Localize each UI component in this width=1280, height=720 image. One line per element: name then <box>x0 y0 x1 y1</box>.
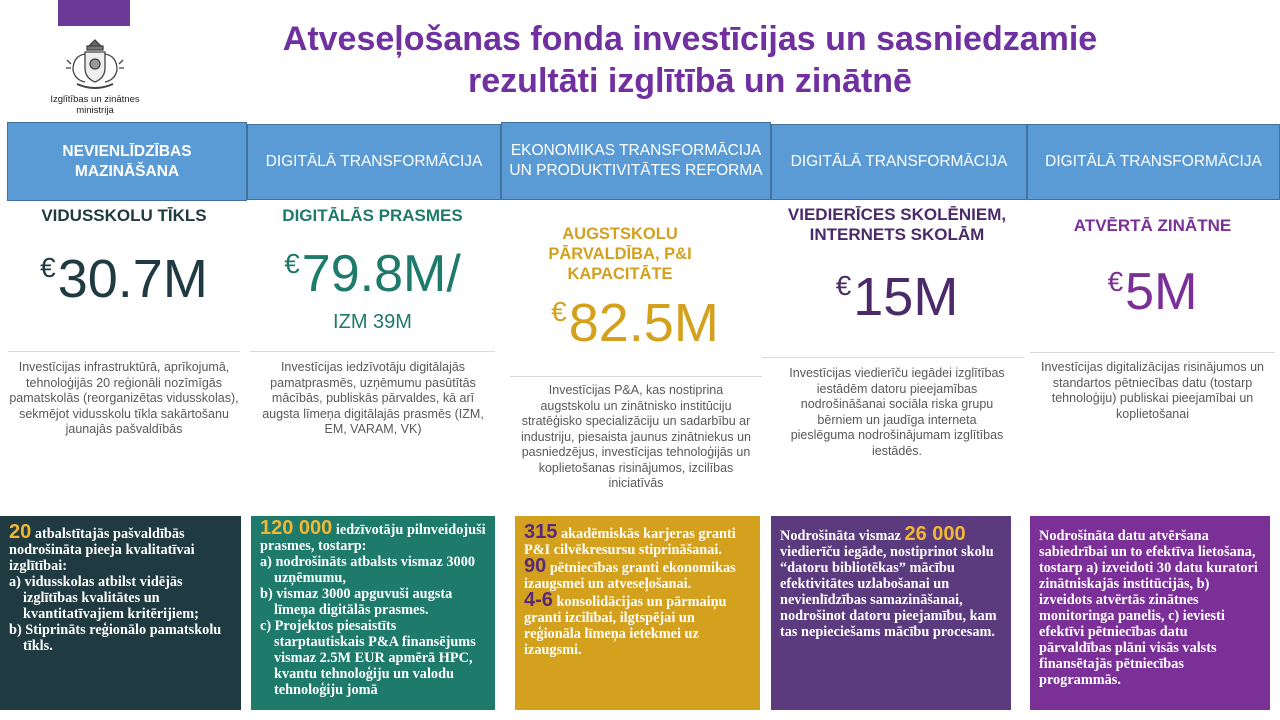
result-2-item-b: b) vismaz 3000 apguvuši augsta līmeņa digitālās prasmes. <box>260 586 453 618</box>
result-4-lead: Nodrošināta vismaz <box>780 528 905 544</box>
result-1-highlight: 20 <box>9 521 32 543</box>
logo-text-line2: ministrija <box>76 105 114 116</box>
category-header-5: DIGITĀLĀ TRANSFORMĀCIJA <box>1027 124 1280 200</box>
result-1-intro <box>9 521 232 574</box>
result-box-5 <box>1030 516 1270 710</box>
column-1-description: Investīcijas infrastruktūrā, aprīkojumā, tehnoloģijās 20 reģionāli nozīmīgās pamatskolās (reorganizētas vidusskolas), sekmējot vidusskolu tīkla sakārtošanu jaunajās pašvaldībās <box>9 360 239 436</box>
title-line2: rezultāti izglītībā un zinātnē <box>468 62 912 100</box>
result-1-item-a: a) vidusskolas atbilst vidējās izglītības kvalitātes un kvantitatīvajiem kritērijiem; <box>9 574 199 622</box>
column-3-amount <box>515 293 755 353</box>
result-3-para-3 <box>524 589 751 658</box>
category-header-4: DIGITĀLĀ TRANSFORMĀCIJA <box>771 124 1027 200</box>
column-2-description: Investīcijas iedzīvotāju digitālajās pamatprasmēs, uzņēmumu pasūtītās mācībās, publiskās pārvaldes, kā arī augsta līmeņa digitālajās prasmēs (IZM, EM, VARAM, VK) <box>262 360 484 436</box>
result-5-text: Nodrošināta datu atvēršana sabiedrībai un to efektīva lietošana, tostarp a) izveidoti 30 datu kuratori zinātniskajās institūcijās, b) izveidots atvērtās zinātnes monitoringa panelis, c) ieviesti efektīvi pētniecības datu pārvaldības plāni visās valsts finansētajās pētniecības programmās. <box>1039 528 1258 688</box>
amount-value: 15M <box>853 267 959 327</box>
page-title <box>200 18 1180 102</box>
column-3-description: Investīcijas P&A, kas nostiprina augstskolu un zinātnisko institūciju stratēģisko specializāciju un sadarbību ar industriju, piesaista jaunus zinātniekus un pasniedzējus, investīcijas tehnoloģijās un koplietošanas risinājumos, izcilības iniciatīvās <box>521 383 751 490</box>
euro-sign: € <box>284 248 300 279</box>
result-3-highlight-2: 90 <box>524 555 547 577</box>
divider <box>250 351 495 352</box>
column-1-subtitle: VIDUSSKOLU TĪKLS <box>41 206 207 225</box>
coat-of-arms-icon <box>65 34 125 92</box>
column-5-amount <box>1030 263 1275 321</box>
result-3-highlight-3: 4-6 <box>524 589 553 611</box>
title-line1: Atveseļošanas fonda investīcijas un sasniedzamie <box>282 20 1098 58</box>
euro-sign: € <box>40 252 56 283</box>
category-header-3: EKONOMIKAS TRANSFORMĀCIJA UN PRODUKTIVITĀTES REFORMA <box>501 122 771 200</box>
logo-text-line1: Izglītības un zinātnes <box>50 94 140 105</box>
column-3-subtitle: AUGSTSKOLU PĀRVALDĪBA, P&I KAPACITĀTE <box>548 225 692 283</box>
result-4-text <box>780 523 1002 640</box>
amount-value: 82.5M <box>568 293 719 353</box>
result-3-para-2 <box>524 555 751 592</box>
result-3-text-3: konsolidācijas un pārmaiņu granti izcilībai, ilgtspējai un reģionāla līmeņa ietekmei uz izaugsmi. <box>524 594 727 658</box>
column-4-amount <box>774 267 1020 327</box>
amount-value: 79.8M/ <box>301 245 461 303</box>
column-2-amount-secondary: IZM 39M <box>333 311 412 333</box>
euro-sign: € <box>551 296 567 327</box>
result-2-item-c: c) Projektos piesaistīts starptautiskais P&A finansējums vismaz 2.5M EUR apmērā HPC, kvantu tehnoloģiju un valodu tehnoloģiju jomā <box>260 618 476 698</box>
result-2-list <box>260 554 486 698</box>
top-accent-bar <box>58 0 130 26</box>
euro-sign: € <box>835 270 852 301</box>
result-1-item-b: b) Stiprināts reģionālo pamatskolu tīkls. <box>9 622 222 654</box>
divider <box>1030 352 1275 353</box>
result-2-item-a: a) nodrošināts atbalsts vismaz 3000 uzņēmumu, <box>260 554 476 586</box>
result-4-highlight: 26 000 <box>904 523 966 545</box>
result-box-1 <box>0 516 241 710</box>
category-header-1: NEVIENLĪDZĪBAS MAZINĀŠANA <box>7 122 247 201</box>
column-4-subtitle: VIEDIERĪCES SKOLĒNIEM, INTERNETS SKOLĀM <box>787 205 1007 244</box>
result-3-highlight-1: 315 <box>524 521 558 543</box>
divider <box>510 376 762 377</box>
category-header-2: DIGITĀLĀ TRANSFORMĀCIJA <box>247 124 501 200</box>
result-1-text: atbalstītajās pašvaldībās nodrošināta pieeja kvalitatīvai izglītībai: <box>9 526 195 574</box>
column-5-description: Investīcijas digitalizācijas risinājumos un standartos pētniecības datu (tostarp tehnoloģiju) publiskai pieejamībai un koplietošanai <box>1040 360 1264 421</box>
column-1-amount <box>8 249 240 309</box>
result-4-rest: viedierīču iegāde, nostiprinot skolu “datoru bibliotēkas” mācību efektivitātes uzlabošanai un nevienlīdzības samazināšanai, nodrošinot datoru pieejamību, kam tas nepieciešams mācību procesam. <box>780 544 997 640</box>
result-1-list <box>9 574 232 654</box>
divider <box>762 357 1024 358</box>
amount-value: 30.7M <box>57 249 208 309</box>
column-2-amount <box>250 245 495 303</box>
result-3-text-1: akadēmiskās karjeras granti P&I cilvēkresursu stiprināšanai. <box>524 526 736 558</box>
euro-sign: € <box>1107 266 1124 297</box>
divider <box>8 351 240 352</box>
result-2-highlight: 120 000 <box>260 517 333 539</box>
result-3-para-1 <box>524 521 751 558</box>
result-box-4 <box>771 516 1011 710</box>
result-2-text: iedzīvotāju pilnveidojuši prasmes, tostarp: <box>260 522 486 554</box>
result-3-text-2: pētniecības granti ekonomikas izaugsmei un atveseļošanai. <box>524 560 736 592</box>
amount-value: 5M <box>1125 263 1198 321</box>
ministry-logo <box>40 34 150 120</box>
column-5-subtitle: ATVĒRTĀ ZINĀTNE <box>1073 216 1232 235</box>
result-2-intro <box>260 517 486 554</box>
column-4-description: Investīcijas viedierīču iegādei izglītības iestādēm datoru pieejamības nodrošināšanai sociāla riska grupu bērniem un jaudīga interneta pieslēguma nodrošinājumam izglītības iestādēs. <box>789 366 1005 458</box>
result-box-3 <box>515 516 760 710</box>
result-box-2 <box>251 516 495 710</box>
column-2-subtitle: DIGITĀLĀS PRASMES <box>282 206 463 225</box>
